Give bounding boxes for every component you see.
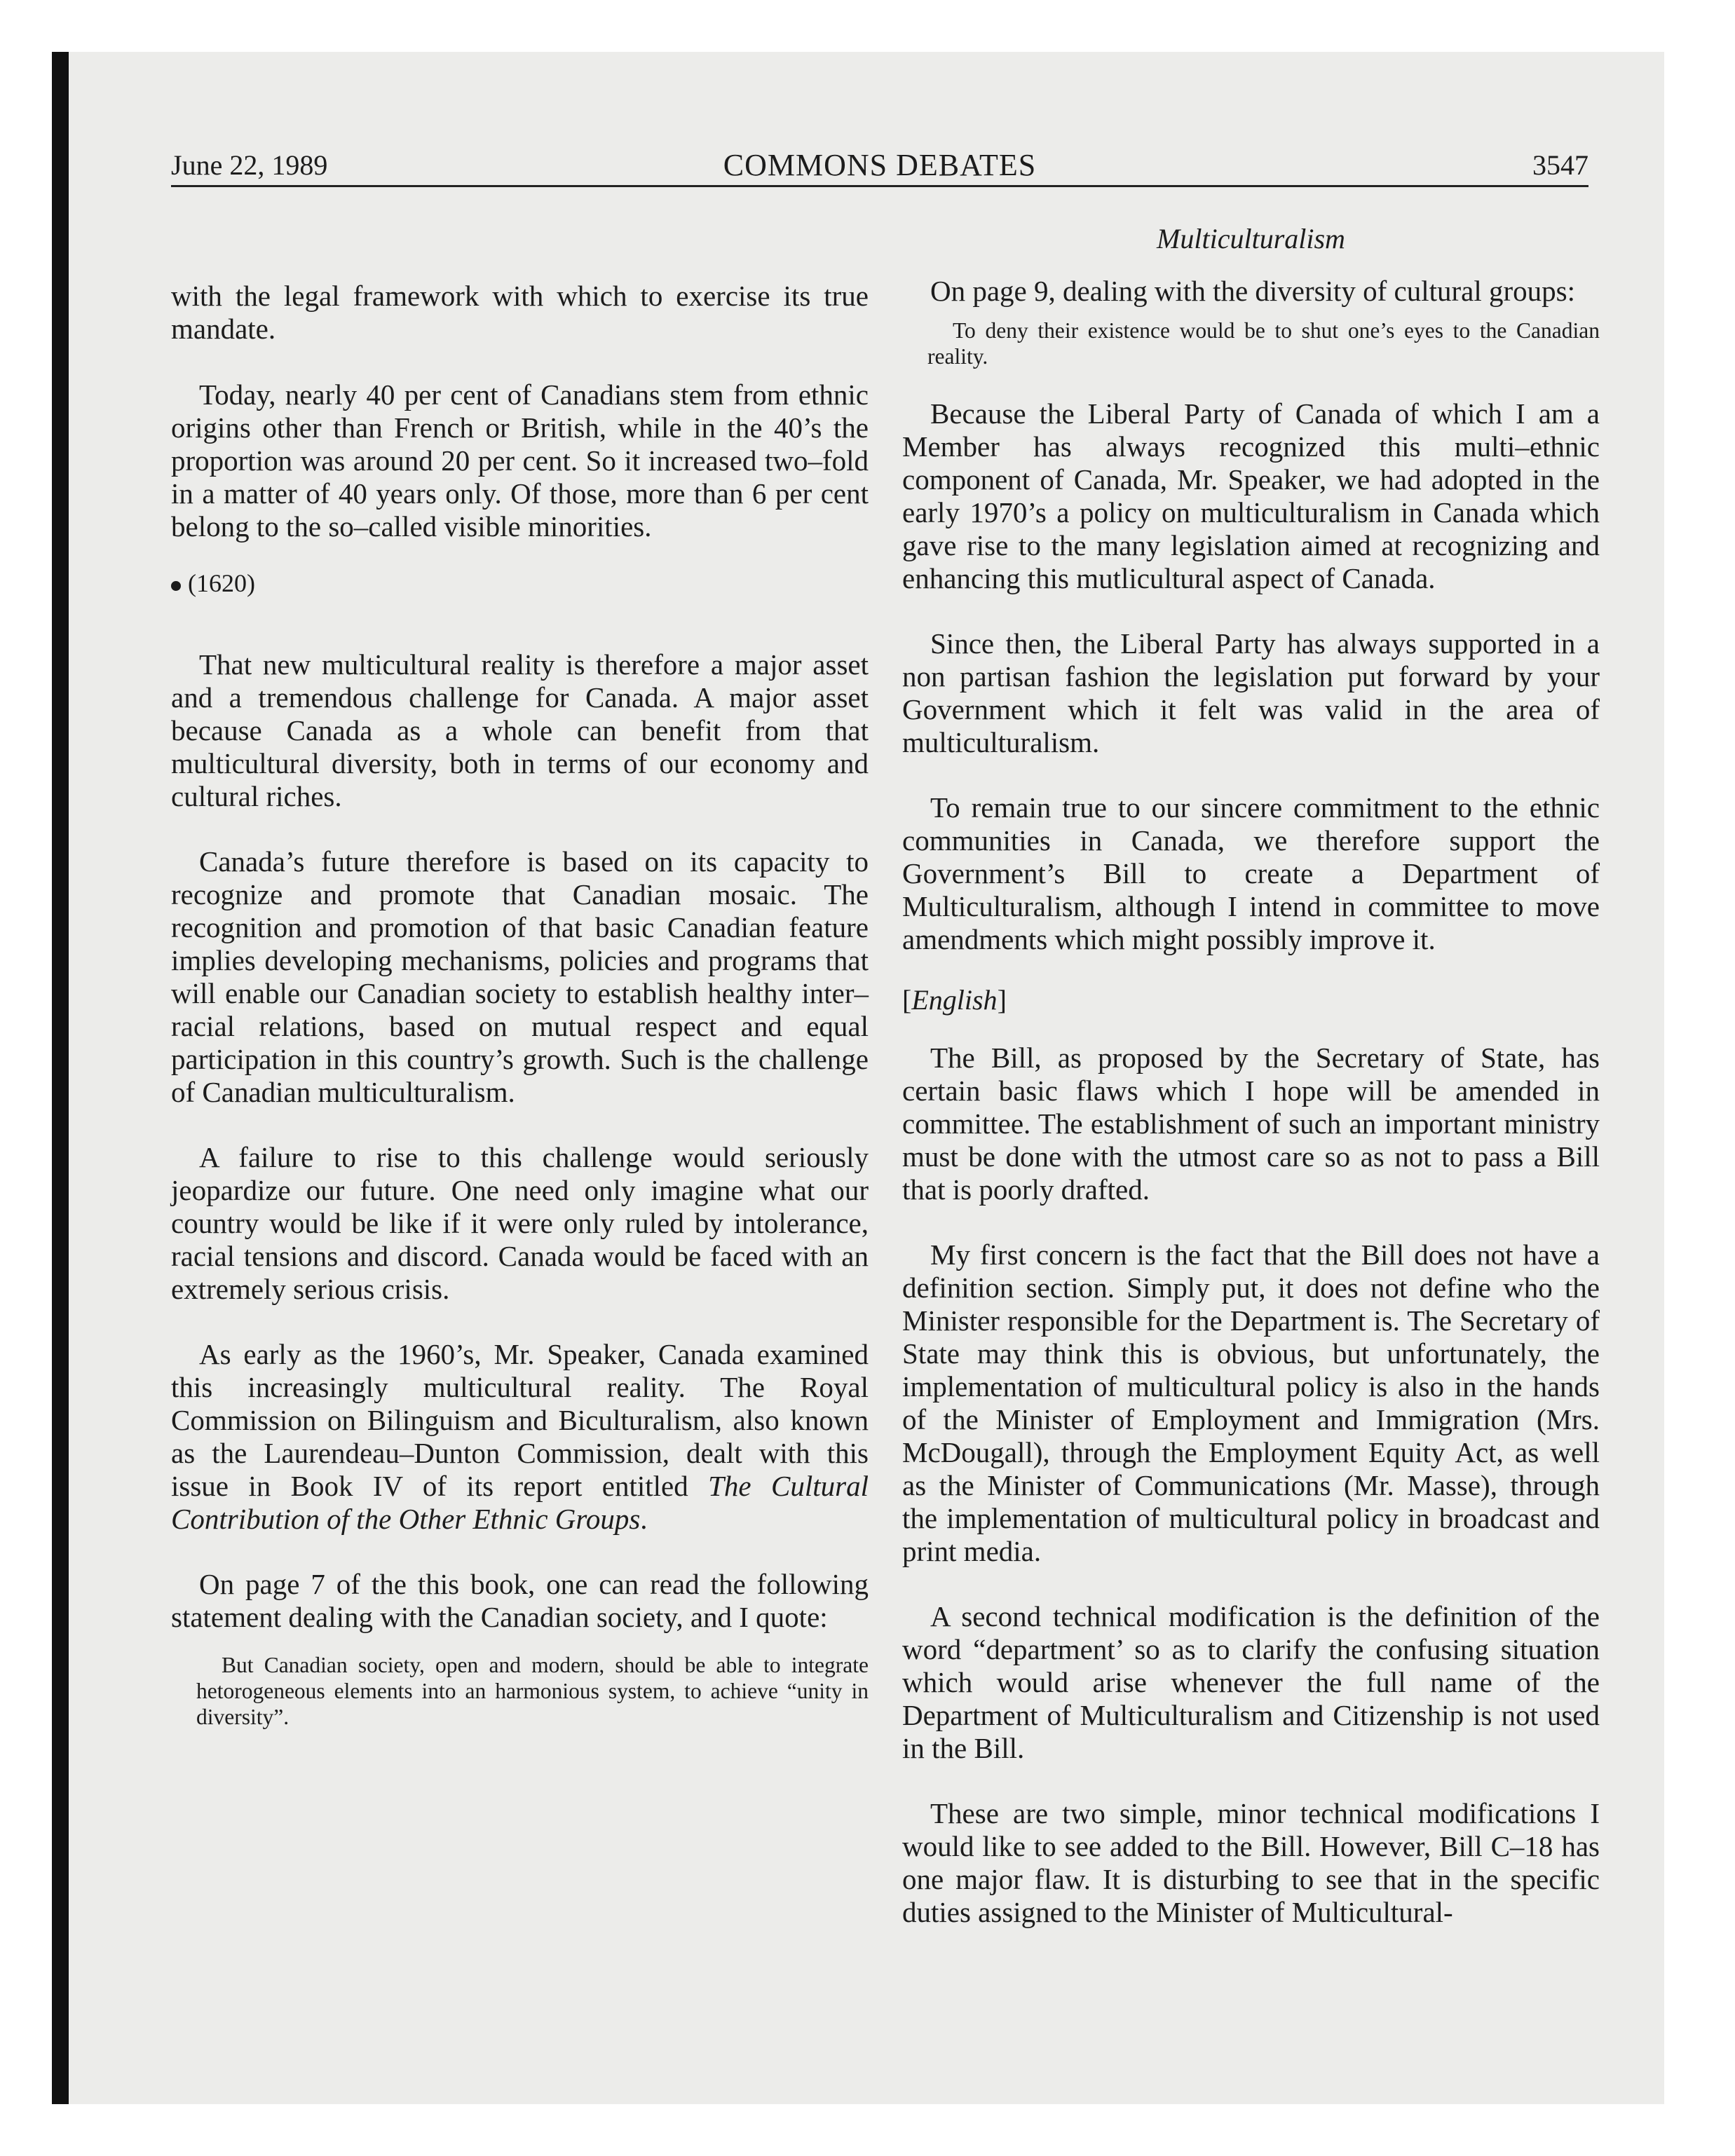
right-paragraph-3: Since then, the Liberal Party has always supported in a non partisan fashion the legislation put forward by your Government which it felt was valid in the area of multiculturalism. <box>902 627 1600 758</box>
time-marker-text: (1620) <box>188 569 255 597</box>
report-title: The Cultural Contribution of the Other Ethnic Groups <box>171 1470 869 1535</box>
binding-edge <box>52 52 69 2104</box>
left-paragraph-4: Canada’s future therefore is based on its capacity to recognize and promote that Canadian mosaic. The recognition and promotion of that basic Canadian feature implies developing mechanisms, policies and programs that will enable our Canadian society to establish healthy inter–racial relations, based on mutual respect and equal participation in this country’s growth. Such is the challenge of Canadian multiculturalism. <box>171 845 869 1108</box>
left-paragraph-7: On page 7 of the this book, one can read the following statement dealing with the Canadian society, and I quote: <box>171 1568 869 1633</box>
time-marker <box>171 567 869 599</box>
right-paragraph-6: My first concern is the fact that the Bill does not have a definition section. Simply put, it does not define who the Minister responsible for the Department is. The Secretary of State may think this is obvious, but unfortunately, the implementation of multicultural policy is also in the hands of the Minister of Employment and Immigration (Mrs. McDougall), through the Employment Equity Act, as well as the Minister of Communications (Mr. Masse), through the implementation of multicultural policy in broadcast and print media. <box>902 1239 1600 1567</box>
page-header <box>171 140 1588 189</box>
language-tag: [English] <box>902 984 1007 1016</box>
header-rule <box>171 185 1588 187</box>
right-paragraph-4: To remain true to our sincere commitment to the ethnic communities in Canada, we therefore support the Government’s Bill to create a Department of Multiculturalism, although I intend in committee to move amendments which might possibly improve it. <box>902 791 1600 955</box>
right-paragraph-2: Because the Liberal Party of Canada of which I am a Member has always recognized this multi–ethnic component of Canada, Mr. Speaker, we had adopted in the early 1970’s a policy on multiculturalism in Canada which gave rise to the many legislation aimed at recognizing and enhancing this mutlicultural aspect of Canada. <box>902 397 1600 594</box>
right-paragraph-5: The Bill, as proposed by the Secretary of State, has certain basic flaws which I hope will be amended in committee. The establishment of such an important ministry must be done with the utmost care so as not to pass a Bill that is poorly drafted. <box>902 1042 1600 1206</box>
left-paragraph-5: A failure to rise to this challenge would seriously jeopardize our future. One need only imagine what our country would be like if it were only ruled by intolerance, racial tensions and discord. Canada would be faced with an extremely serious crisis. <box>171 1141 869 1305</box>
left-paragraph-6-start: As early as the 1960’s, Mr. Speaker, Canada examined this increasingly multicultural reality. The Royal Commission on Bilinguism and Biculturalism, also known as the Laurendeau–Dunton Commission, dealt with this issue in Book IV of its report entitled <box>171 1338 869 1502</box>
section-heading: Multiculturalism <box>1157 223 1345 254</box>
header-page-number: 3547 <box>1532 149 1588 181</box>
left-paragraph-3: That new multicultural reality is therefore a major asset and a tremendous challenge for Canada. A major asset because Canada as a whole can benefit from that multicultural diversity, both in terms of our economy and cultural riches. <box>171 648 869 812</box>
bullet-icon <box>171 581 181 591</box>
right-paragraph-7: A second technical modification is the definition of the word “department’ so as to clarify the confusing situation which would arise whenever the full name of the Department of Multiculturalism and Citizenship is not used in the Bill. <box>902 1600 1600 1764</box>
left-paragraph-6-end: . <box>640 1503 648 1535</box>
right-quote: To deny their existence would be to shut one’s eyes to the Canadian reality. <box>927 318 1600 369</box>
left-paragraph-2: Today, nearly 40 per cent of Canadians stem from ethnic origins other than French or British, while in the 40’s the proportion was around 20 per cent. So it increased two–fold in a matter of 40 years only. Of those, more than 6 per cent belong to the so–called visible minorities. <box>171 378 869 543</box>
right-paragraph-1: On page 9, dealing with the diversity of cultural groups: <box>930 275 1576 307</box>
left-column <box>171 210 869 1730</box>
header-title: COMMONS DEBATES <box>723 148 1037 182</box>
right-column <box>902 210 1600 1929</box>
left-paragraph-1: with the legal framework with which to exercise its true mandate. <box>171 280 869 345</box>
language-tag-text: English <box>911 984 998 1016</box>
right-paragraph-8: These are two simple, minor technical modifications I would like to see added to the Bill. However, Bill C–18 has one major flaw. It is disturbing to see that in the specific duties assigned to the Minister of Multicultural- <box>902 1797 1600 1928</box>
left-quote: But Canadian society, open and modern, should be able to integrate hetorogeneous elements into an harmonious system, to achieve “unity in diversity”. <box>196 1653 869 1729</box>
header-date: June 22, 1989 <box>171 149 328 181</box>
left-paragraph-6 <box>171 1338 869 1536</box>
